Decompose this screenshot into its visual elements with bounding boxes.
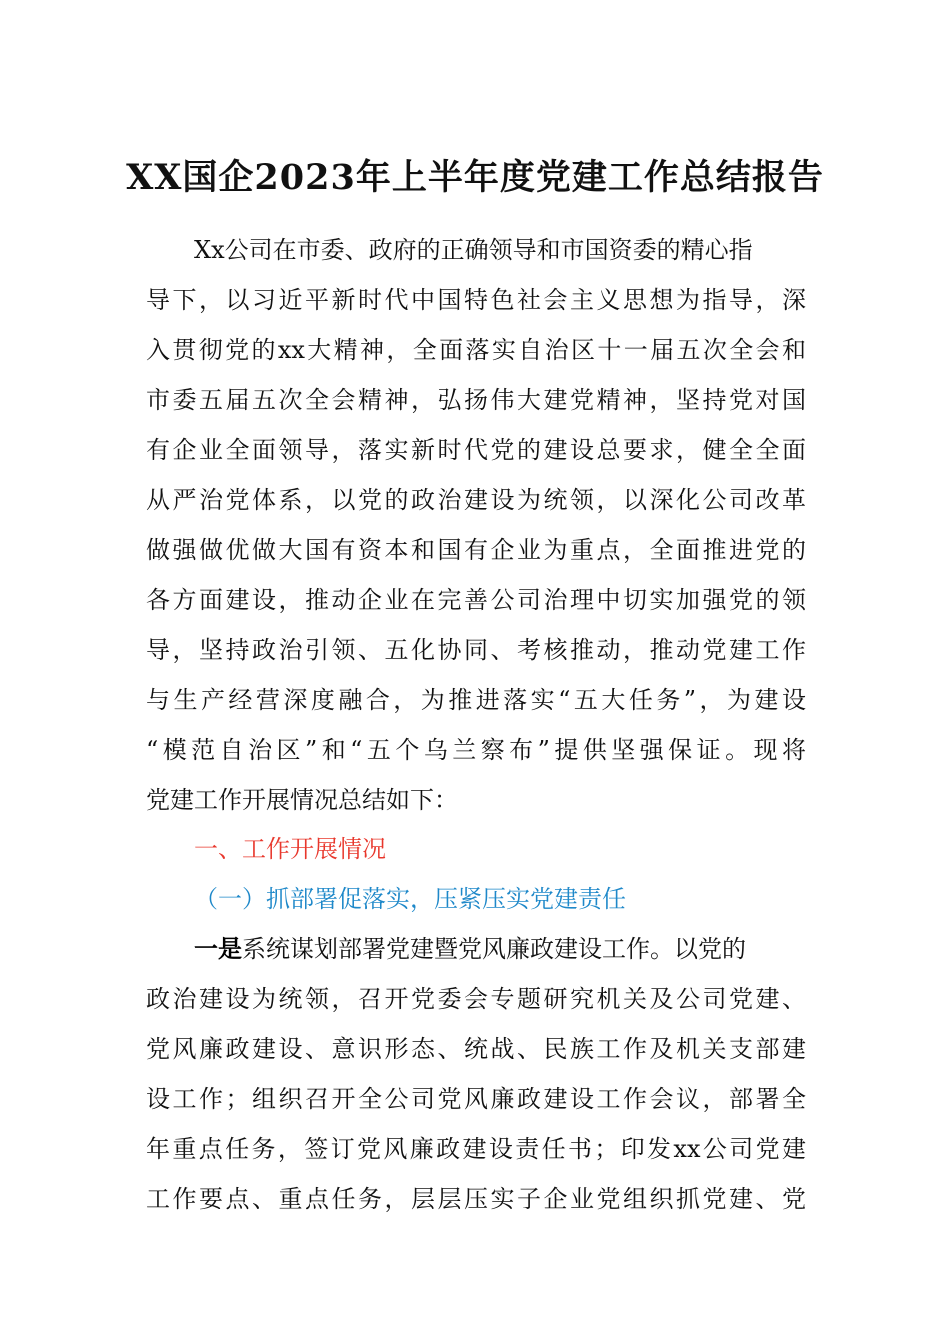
intro-line: 入贯彻党的xx大精神，全面落实自治区十一届五次全会和 (146, 336, 806, 364)
item-line: 工作要点、重点任务，层层压实子企业党组织抓党建、党 (146, 1185, 806, 1213)
item-paragraph (146, 924, 806, 1224)
intro-line: 做强做优做大国有资本和国有企业为重点，全面推进党的 (146, 536, 806, 564)
intro-line: 与生产经营深度融合，为推进落实“五大任务”，为建设 (146, 686, 806, 714)
intro-line: 导下，以习近平新时代中国特色社会主义思想为指导，深 (146, 286, 806, 314)
item-first-line-text: 系统谋划部署党建暨党风廉政建设工作。以党的 (242, 935, 746, 963)
intro-line: 各方面建设，推动企业在完善公司治理中切实加强党的领 (146, 586, 806, 614)
item-lead-label: 一是 (194, 934, 242, 963)
intro-line: 从严治党体系，以党的政治建设为统领，以深化公司改革 (146, 486, 806, 514)
item-first-line (146, 924, 806, 974)
section-heading-block (146, 824, 806, 924)
intro-line: Xx公司在市委、政府的正确领导和市国资委的精心指 (194, 236, 753, 264)
section-heading-level-1: 一、工作开展情况 (194, 835, 386, 863)
intro-line: 有企业全面领导，落实新时代党的建设总要求，健全全面 (146, 436, 806, 464)
item-line: 政治建设为统领，召开党委会专题研究机关及公司党建、 (146, 985, 806, 1013)
section-heading-level-2: （一）抓部署促落实，压紧压实党建责任 (194, 885, 626, 913)
document-title: XX国企2023年上半年度党建工作总结报告 (126, 157, 824, 198)
item-line: 党风廉政建设、意识形态、统战、民族工作及机关支部建 (146, 1035, 806, 1063)
item-line: 年重点任务，签订党风廉政建设责任书；印发xx公司党建 (146, 1135, 806, 1163)
intro-line: “模范自治区”和“五个乌兰察布”提供坚强保证。现将 (146, 736, 806, 764)
intro-line: 市委五届五次全会精神，弘扬伟大建党精神，坚持党对国 (146, 386, 806, 414)
intro-paragraph (146, 225, 806, 825)
intro-line: 导，坚持政治引领、五化协同、考核推动，推动党建工作 (146, 636, 806, 664)
intro-line: 党建工作开展情况总结如下： (146, 786, 458, 814)
item-line: 设工作；组织召开全公司党风廉政建设工作会议，部署全 (146, 1085, 806, 1113)
